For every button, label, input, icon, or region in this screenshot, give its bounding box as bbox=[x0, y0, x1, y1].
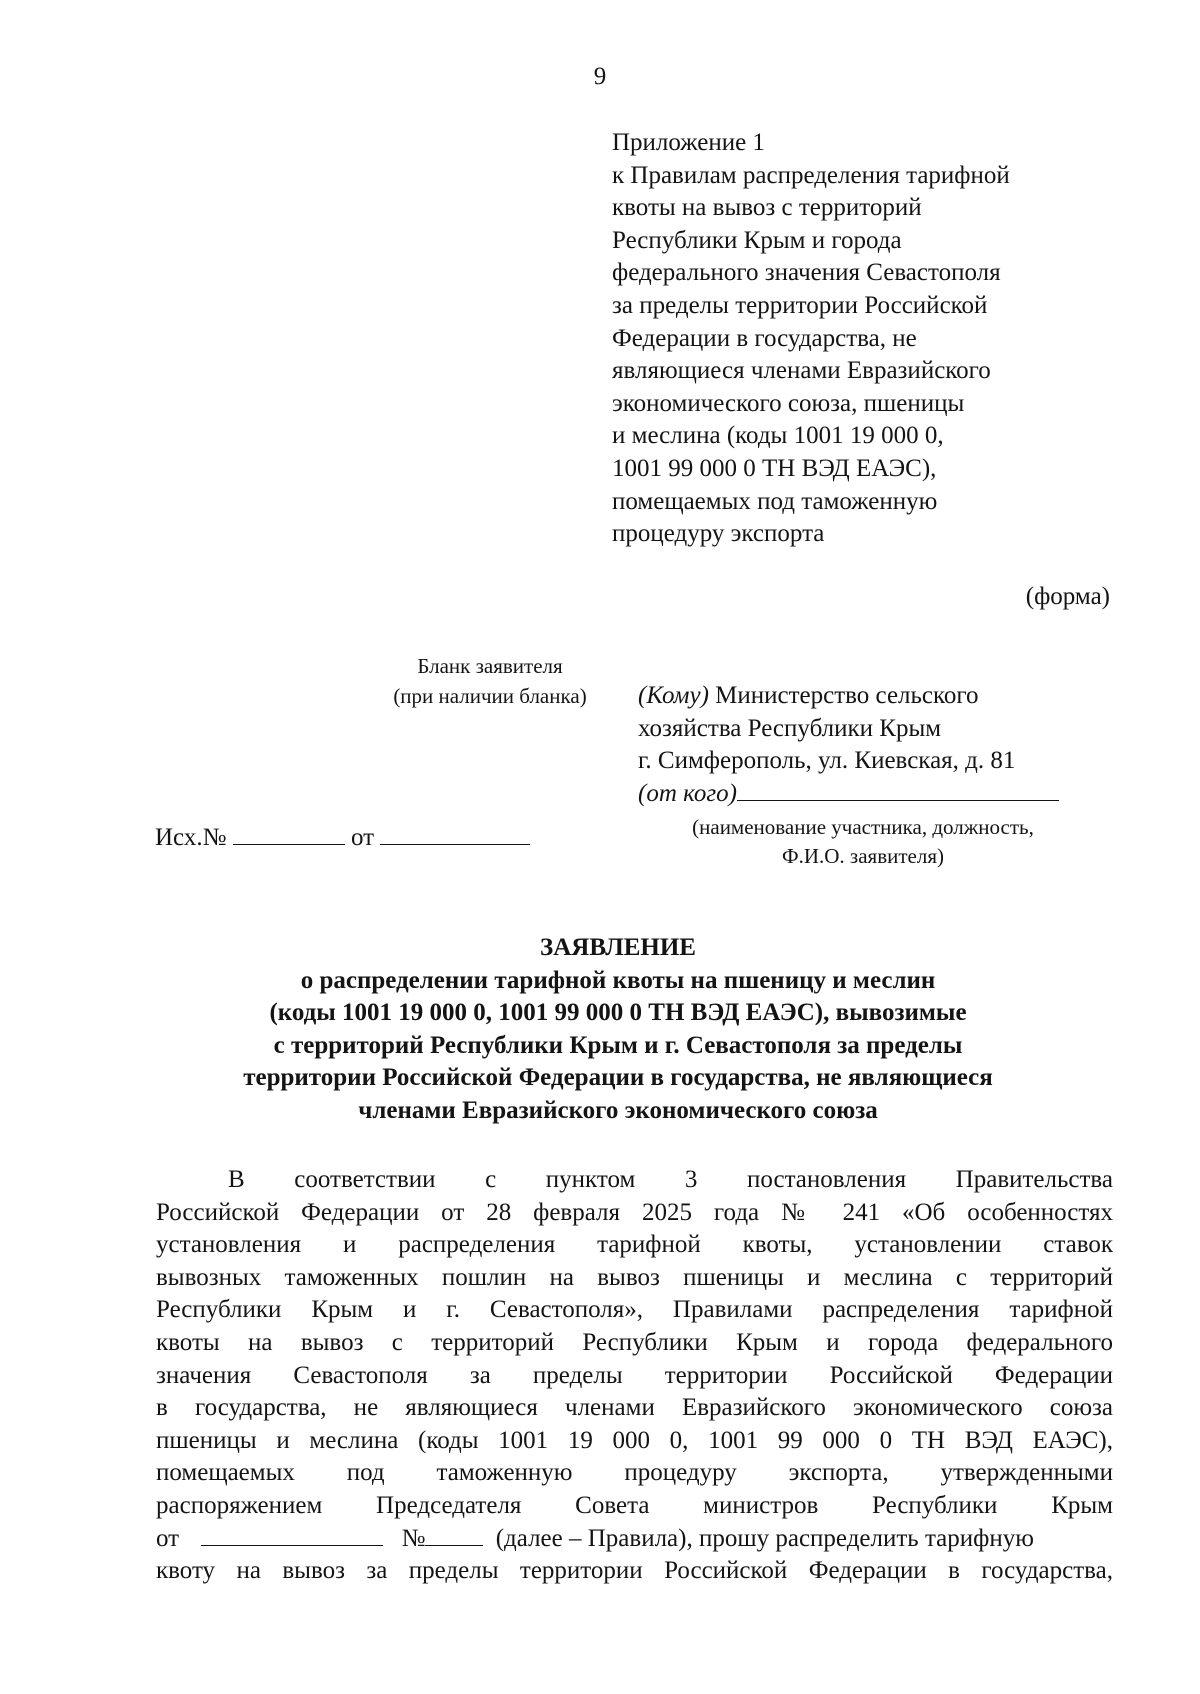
from-label: (от кого) bbox=[638, 779, 737, 807]
sender-blank-line bbox=[737, 780, 1059, 801]
sender-caption-line: Ф.И.О. заявителя) bbox=[782, 844, 944, 868]
number-sign: № bbox=[401, 1524, 426, 1552]
form-label: (форма) bbox=[1025, 583, 1110, 610]
order-date-blank bbox=[201, 1525, 383, 1546]
statement-subtitle-line: (коды 1001 19 000 0, 1001 99 000 0 ТН ВЭД ЕАЭС), вывозимые bbox=[269, 999, 967, 1027]
applicant-blank-line: (при наличии бланка) bbox=[393, 684, 587, 708]
body-line: Российской Федерации от 28 февраля 2025 года № 241 «Об особенностях bbox=[156, 1198, 1113, 1226]
body-line: установления и распределения тарифной квоты, установлении ставок bbox=[156, 1231, 1113, 1259]
body-line: помещаемых под таможенную процедуру экспорта, утвержденными bbox=[156, 1459, 1113, 1487]
body-line: Республики Крым и г. Севастополя», Правилами распределения тарифной bbox=[156, 1296, 1113, 1324]
statement-subtitle-line: о распределении тарифной квоты на пшеницу и меслин bbox=[300, 966, 936, 994]
statement-subtitle-line: с территорий Республики Крым и г. Севастополя за пределы bbox=[273, 1031, 963, 1059]
addressee-line bbox=[638, 680, 1098, 713]
appendix-line: являющиеся членами Евразийского bbox=[612, 357, 991, 385]
body-line: В соответствии с пунктом 3 постановления Правительства bbox=[228, 1166, 1113, 1193]
appendix-line: федерального значения Севастополя bbox=[612, 259, 1001, 287]
appendix-header bbox=[612, 127, 1092, 551]
body-line: пшеницы и меслина (коды 1001 19 000 0, 1001 99 000 0 ТН ВЭД ЕАЭС), bbox=[156, 1426, 1113, 1454]
appendix-line: 1001 99 000 0 ТН ВЭД ЕАЭС), bbox=[612, 454, 937, 482]
body-line: квоты на вывоз с территорий Республики Крым и города федерального bbox=[156, 1328, 1113, 1356]
appendix-line: Федерации в государства, не bbox=[612, 324, 917, 352]
appendix-line: Приложение 1 bbox=[612, 129, 765, 156]
blank-line-suffix: (далее – Правила), прошу распределить тарифную bbox=[495, 1524, 1034, 1552]
body-line: квоту на вывоз за пределы территории Российской Федерации в государства, bbox=[156, 1557, 1113, 1585]
outgoing-date-blank bbox=[380, 824, 530, 845]
appendix-line: к Правилам распределения тарифной bbox=[612, 161, 1010, 189]
appendix-line: процедуру экспорта bbox=[612, 520, 825, 548]
addressee-text: Министерство сельского bbox=[708, 682, 979, 709]
statement-body bbox=[156, 1164, 1113, 1588]
appendix-line: Республики Крым и города bbox=[612, 226, 902, 254]
appendix-line: экономического союза, пшеницы bbox=[612, 389, 965, 417]
statement-title: ЗАЯВЛЕНИЕ bbox=[540, 934, 696, 961]
sender-caption bbox=[628, 813, 1098, 871]
addressee-block bbox=[638, 680, 1098, 810]
outgoing-number-blank bbox=[233, 824, 345, 845]
statement-title-block bbox=[100, 932, 1136, 1128]
date-prefix: от bbox=[156, 1524, 180, 1552]
appendix-line: квоты на вывоз с территорий bbox=[612, 194, 922, 222]
appendix-line: и меслина (коды 1001 19 000 0, bbox=[612, 422, 944, 450]
appendix-line: помещаемых под таможенную bbox=[612, 487, 938, 515]
statement-subtitle-line: территории Российской Федерации в государства, не являющиеся bbox=[243, 1064, 993, 1092]
addressee-line: хозяйства Республики Крым bbox=[638, 714, 942, 742]
appendix-line: за пределы территории Российской bbox=[612, 291, 988, 319]
sender-caption-line: (наименование участника, должность, bbox=[692, 815, 1034, 839]
body-line: вывозных таможенных пошлин на вывоз пшеницы и меслина с территорий bbox=[156, 1263, 1113, 1291]
body-line: в государства, не являющиеся членами Евразийского экономического союза bbox=[156, 1394, 1113, 1422]
outgoing-number bbox=[155, 823, 530, 853]
order-number-blank bbox=[425, 1525, 483, 1546]
body-line: значения Севастополя за пределы территории Российской Федерации bbox=[156, 1361, 1113, 1389]
from-line bbox=[638, 778, 1098, 811]
body-line: распоряжением Председателя Совета министров Республики Крым bbox=[156, 1491, 1113, 1519]
statement-subtitle-line: членами Евразийского экономического союза bbox=[358, 1096, 878, 1124]
body-line-with-blanks bbox=[156, 1523, 1113, 1556]
outgoing-date-label: от bbox=[350, 824, 375, 851]
addressee-line: г. Симферополь, ул. Киевская, д. 81 bbox=[638, 747, 1016, 775]
to-label: (Кому) bbox=[638, 682, 709, 709]
outgoing-number-label: Исх.№ bbox=[155, 824, 227, 851]
applicant-blank-line: Бланк заявителя bbox=[417, 654, 563, 678]
page-number: 9 bbox=[593, 63, 607, 90]
